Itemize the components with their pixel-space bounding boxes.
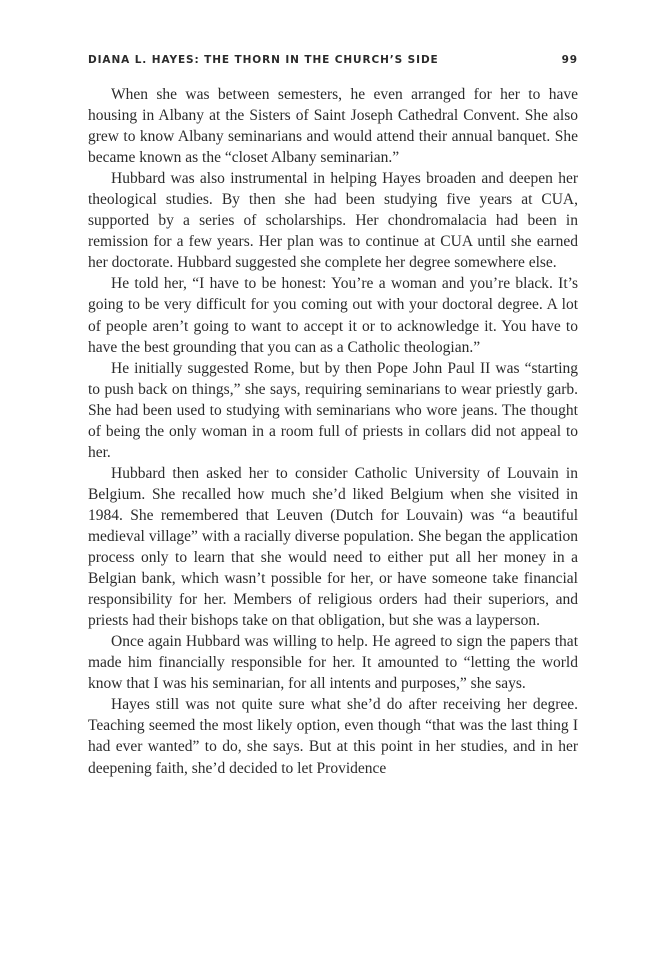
page-number: 99 <box>561 54 578 66</box>
running-title: DIANA L. HAYES: THE THORN IN THE CHURCH’S SIDE <box>88 54 439 66</box>
paragraph: He told her, “I have to be honest: You’re a woman and you’re black. It’s going to be very difficult for you coming out with your doctoral degree. A lot of people aren’t going to want to accept it or to acknowledge it. You have to have the best grounding that you can as a Catholic theologian.” <box>88 275 578 356</box>
paragraph: He initially suggested Rome, but by then Pope John Paul II was “starting to push back on things,” she says, requiring seminarians to wear priestly garb. She had been used to studying with seminarians who wore jeans. The thought of being the only woman in a room full of priests in collars did not appeal to her. <box>88 359 578 461</box>
paragraph: When she was between semesters, he even arranged for her to have housing in Albany at the Sisters of Saint Joseph Cathedral Convent. She also grew to know Albany seminarians and would attend their annual banquet. She became known as the “closet Albany seminarian.” <box>88 86 578 167</box>
running-head <box>88 48 578 68</box>
paragraph: Hubbard then asked her to consider Catholic University of Louvain in Belgium. She recalled how much she’d liked Belgium when she visited in 1984. She remembered that Leuven (Dutch for Louvain) was “a beautiful medieval village” with a racially diverse population. She began the application process only to learn that she would need to either put all her money in a Belgian bank, which wasn’t possible for her, or have someone take financial responsibility for her. Members of religious orders had their superiors, and priests had their bishops take on that obligation, but she was a layperson. <box>88 464 578 630</box>
body-text <box>88 84 578 779</box>
paragraph: Hayes still was not quite sure what she’d do after receiving her degree. Teaching seemed the most likely option, even though “that was the last thing I had ever wanted” to do, she says. But at this point in her studies, and in her deepening faith, she’d decided to let Providence <box>88 696 578 777</box>
paragraph: Hubbard was also instrumental in helping Hayes broaden and deepen her theological studies. By then she had been studying five years at CUA, supported by a series of scholarships. Her chondromalacia had been in remission for a few years. Her plan was to continue at CUA until she earned her doctorate. Hubbard suggested she complete her degree somewhere else. <box>88 170 578 272</box>
paragraph: Once again Hubbard was willing to help. He agreed to sign the papers that made him financially responsible for her. It amounted to “letting the world know that I was his seminarian, for all intents and purposes,” she says. <box>88 633 578 693</box>
book-page <box>88 48 578 779</box>
